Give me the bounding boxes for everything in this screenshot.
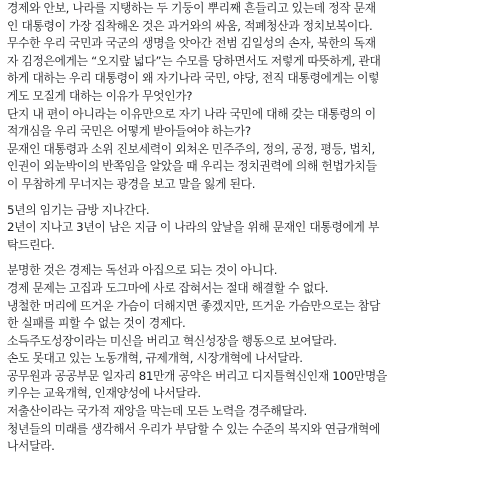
text-line: 경제 문제는 고집과 도그마에 사로 잡혀서는 절대 해결할 수 없다. [7,280,329,295]
text-line: 소득주도성장이라는 미신을 버리고 혁신성장을 행동으로 보여달라. [7,333,337,348]
text-line: 적개심을 우리 국민은 어떻게 받아들여야 하는가? [7,124,251,139]
text-line: 2년이 지나고 3년이 남은 지금 이 나라의 앞날을 위해 문재인 대통령에게 부 [7,220,380,235]
text-line: 저출산이라는 국가적 재앙을 막는데 모든 노력을 경주해달라. [7,404,307,419]
text-line: 청년들의 미래를 생각해서 우리가 부담할 수 있는 수준의 복지와 연금개혁에 [7,421,381,436]
paragraph-criticism [7,0,491,194]
text-line: 나서달라. [7,439,55,454]
text-line: 손도 못대고 있는 노동개혁, 규제개혁, 시장개혁에 나서달라. [7,351,303,366]
text-line: 냉철한 머리에 뜨거운 가슴이 더해지면 좋겠지만, 뜨거운 가슴만으로는 참담 [7,298,381,313]
text-line: 공무원과 공공부문 일자리 81만개 공약은 버리고 디지틀혁신인재 100만명을 [7,368,387,383]
text-line: 인권이 외눈박이의 반쪽임을 알았을 때 우리는 정치권력에 의해 헌법가치들 [7,159,377,174]
text-line: 분명한 것은 경제는 독선과 아집으로 되는 것이 아니다. [7,263,278,278]
text-line: 게도 모질게 대하는 이유가 무엇인가? [7,88,193,103]
text-line: 5년의 임기는 금방 지나간다. [7,202,150,217]
text-line: 무수한 우리 국민과 국군의 생명을 앗아간 전범 김일성의 손자, 북한의 독재 [7,36,376,51]
paragraph-request-intro [7,202,491,255]
text-line: 이 무참하게 무너지는 광경을 보고 말을 잃게 된다. [7,176,256,191]
text-line: 문재인 대통령과 소위 진보세력이 외쳐온 민주주의, 정의, 공정, 평등, 법치, [7,141,375,156]
text-line: 경제와 안보, 나라를 지탱하는 두 기둥이 뿌리째 흔들리고 있는데 정작 문재 [7,1,376,15]
text-line: 키우는 교육개혁, 인재양성에 나서달라. [7,386,201,401]
text-line: 탁드린다. [7,237,55,252]
text-line: 한 실패를 피할 수 없는 것이 경제다. [7,316,186,331]
text-line: 인 대통령이 가장 집착해온 것은 과거와의 싸움, 적폐청산과 정치보복이다. [7,18,373,33]
paragraph-economy-requests [7,262,491,456]
text-line: 하게 대하는 우리 대통령이 왜 자기나라 국민, 야당, 전직 대통령에게는 이렇 [7,71,380,86]
text-line: 자 김정은에게는 “오지랖 넓다”는 수모를 당하면서도 저렇게 따뜻하게, 관대 [7,53,381,68]
text-line: 단지 내 편이 아니라는 이유만으로 자기 나라 국민에 대해 갖는 대통령의 이 [7,106,376,121]
